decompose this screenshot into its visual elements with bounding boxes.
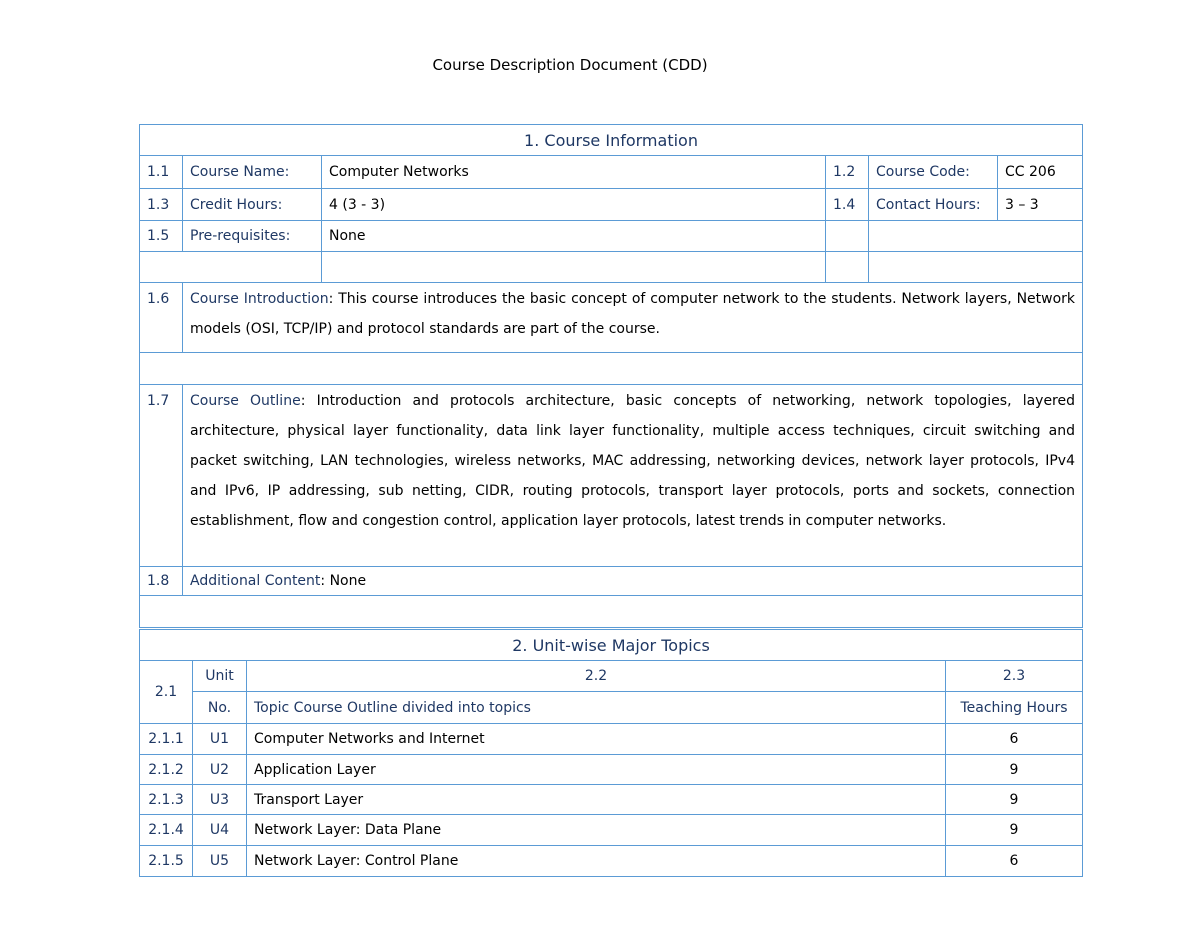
- empty-cell: [140, 252, 322, 283]
- introduction-text: [183, 283, 1083, 353]
- empty-cell: [140, 353, 1083, 385]
- additional-content-number: 1.8: [140, 567, 183, 596]
- introduction-number: 1.6: [140, 283, 183, 353]
- row-number: 2.1.3: [140, 785, 193, 815]
- spacer-row: [140, 596, 1083, 628]
- unit-column-number: 2.1: [140, 661, 193, 724]
- course-code-number: 1.2: [826, 156, 869, 189]
- topic-name: Computer Networks and Internet: [247, 724, 946, 755]
- teaching-hours: 9: [946, 815, 1083, 846]
- table-row: [140, 815, 1083, 846]
- course-name-number: 1.1: [140, 156, 183, 189]
- additional-content-value: : None: [320, 573, 367, 589]
- prerequisites-row: [140, 221, 1083, 252]
- credit-hours-number: 1.3: [140, 189, 183, 221]
- empty-cell: [869, 221, 1083, 252]
- course-code-value: CC 206: [998, 156, 1083, 189]
- topic-column-number: 2.2: [247, 661, 946, 692]
- topic-header: Topic Course Outline divided into topics: [247, 692, 946, 724]
- credit-hours-row: [140, 189, 1083, 221]
- credit-hours-value: 4 (3 - 3): [322, 189, 826, 221]
- course-name-row: [140, 156, 1083, 189]
- table-row: [140, 785, 1083, 815]
- topic-name: Application Layer: [247, 755, 946, 785]
- empty-cell: [322, 252, 826, 283]
- outline-body: : Introduction and protocols architecture, basic concepts of networking, network topologies, layered architecture, physical layer functionality, data link layer functionality, multiple access techniques, circuit switching and packet switching, LAN technologies, wireless networks, MAC addressing, networking devices, network layer protocols, IPv4 and IPv6, IP addressing, sub netting, CIDR, routing protocols, transport layer protocols, ports and sockets, connection establishment, flow and congestion control, application layer protocols, latest trends in computer networks.: [190, 393, 1076, 529]
- section1-heading: 1. Course Information: [140, 125, 1083, 156]
- topics-header-row: [140, 661, 1083, 692]
- hours-header: Teaching Hours: [946, 692, 1083, 724]
- course-information-table: [139, 124, 1083, 628]
- course-name-value: Computer Networks: [322, 156, 826, 189]
- credit-hours-label: Credit Hours:: [183, 189, 322, 221]
- empty-cell: [140, 596, 1083, 628]
- additional-content-label: Additional Content: [190, 573, 321, 589]
- course-code-label: Course Code:: [869, 156, 998, 189]
- introduction-row: [140, 283, 1083, 353]
- additional-content-text: [183, 567, 1083, 596]
- teaching-hours: 6: [946, 846, 1083, 877]
- empty-cell: [869, 252, 1083, 283]
- unit-number: U5: [193, 846, 247, 877]
- teaching-hours: 9: [946, 785, 1083, 815]
- unit-number: U4: [193, 815, 247, 846]
- contact-hours-number: 1.4: [826, 189, 869, 221]
- introduction-label: Course Introduction: [190, 291, 329, 307]
- teaching-hours: 9: [946, 755, 1083, 785]
- row-number: 2.1.4: [140, 815, 193, 846]
- row-number: 2.1.5: [140, 846, 193, 877]
- outline-label: Course Outline: [190, 393, 301, 409]
- introduction-body: : This course introduces the basic concept of computer network to the students. Network layers, Network models (OSI, TCP/IP) and protocol standards are part of the course.: [190, 291, 1076, 337]
- row-number: 2.1.1: [140, 724, 193, 755]
- outline-row: [140, 385, 1083, 567]
- topic-name: Network Layer: Control Plane: [247, 846, 946, 877]
- outline-number: 1.7: [140, 385, 183, 567]
- outline-text: [183, 385, 1083, 567]
- additional-content-row: [140, 567, 1083, 596]
- table-row: [140, 755, 1083, 785]
- contact-hours-value: 3 – 3: [998, 189, 1083, 221]
- table-row: [140, 846, 1083, 877]
- row-number: 2.1.2: [140, 755, 193, 785]
- prerequisites-value: None: [322, 221, 826, 252]
- topics-header-row-2: [140, 692, 1083, 724]
- contact-hours-label: Contact Hours:: [869, 189, 998, 221]
- unit-number: U1: [193, 724, 247, 755]
- spacer-row: [140, 252, 1083, 283]
- unit-header-top: Unit: [193, 661, 247, 692]
- unit-number: U3: [193, 785, 247, 815]
- table-row: [140, 724, 1083, 755]
- unit-header-bottom: No.: [193, 692, 247, 724]
- section2-heading: 2. Unit-wise Major Topics: [140, 630, 1083, 661]
- prerequisites-label: Pre-requisites:: [183, 221, 322, 252]
- empty-cell: [826, 221, 869, 252]
- topic-name: Network Layer: Data Plane: [247, 815, 946, 846]
- prerequisites-number: 1.5: [140, 221, 183, 252]
- course-name-label: Course Name:: [183, 156, 322, 189]
- teaching-hours: 6: [946, 724, 1083, 755]
- document-title: Course Description Document (CDD): [432, 56, 708, 74]
- empty-cell: [826, 252, 869, 283]
- unit-number: U2: [193, 755, 247, 785]
- spacer-row: [140, 353, 1083, 385]
- hours-column-number: 2.3: [946, 661, 1083, 692]
- topic-name: Transport Layer: [247, 785, 946, 815]
- unit-topics-table: [139, 629, 1083, 877]
